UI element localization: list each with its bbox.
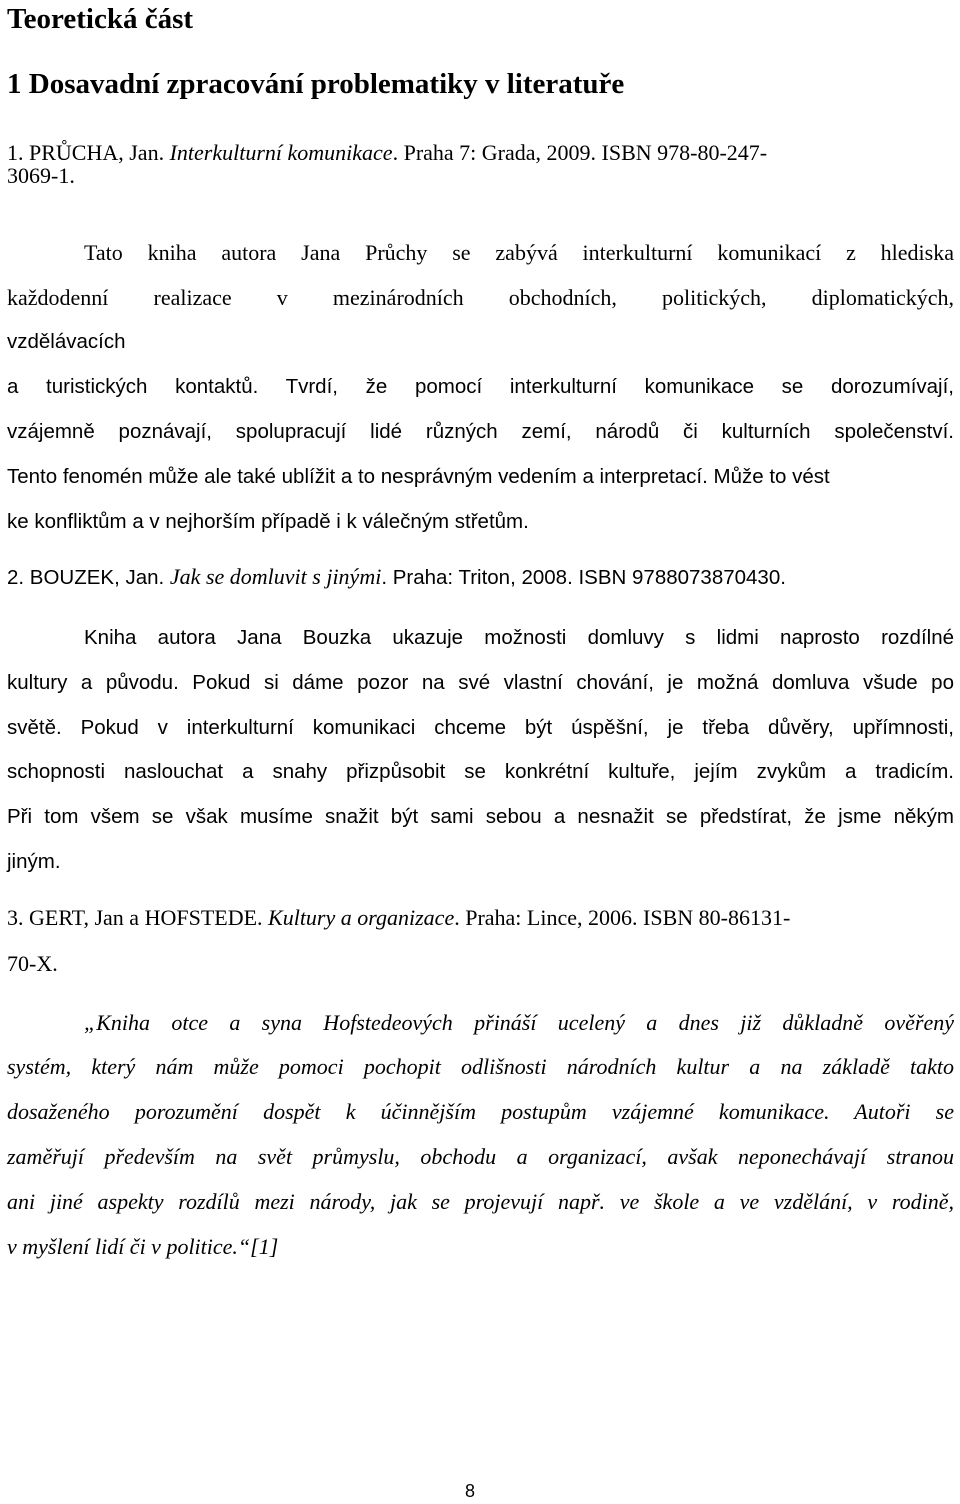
quote-3-line: v myšlení lidí či v politice.“[1] (7, 1234, 279, 1259)
reference-1-suffix: . Praha 7: Grada, 2009. ISBN 978-80-247- (392, 140, 768, 165)
annotation-2-line: kultury a původu. Pokud si dáme pozor na své vlastní chování, je možná domluva všude po (7, 671, 954, 694)
reference-1-prefix: 1. PRŮCHA, Jan. (7, 140, 170, 165)
section-title: Teoretická část (7, 3, 194, 35)
page-number: 8 (464, 1481, 475, 1501)
quote-3-line: dosaženého porozumění dospět k účinnějším postupům vzájemné komunikace. Autoři se (7, 1099, 954, 1124)
annotation-1-line: Tento fenomén může ale také ublížit a to nesprávným vedením a interpretací. Může to vést (7, 465, 830, 488)
quote-3-line: „Kniha otce a syna Hofstedeových přináší ucelený a dnes již důkladně ověřený (84, 1010, 954, 1035)
quote-3-line: zaměřují především na svět průmyslu, obchodu a organizací, avšak neponechávají stranou (7, 1144, 954, 1169)
reference-3-title: Kultury a organizace (268, 905, 455, 930)
quote-3-line: systém, který nám může pomoci pochopit odlišnosti národních kultur a na základě takto (7, 1054, 954, 1079)
annotation-1-line: vzájemně poznávají, spolupracují lidé různých zemí, národů či kulturních společenství. (7, 420, 954, 443)
reference-3-continuation: 70-X. (7, 951, 58, 976)
annotation-2-line: jiným. (7, 850, 61, 873)
reference-1-title: Interkulturní komunikace (169, 140, 393, 165)
annotation-1-line: ke konfliktům a v nejhorším případě i k válečným střetům. (7, 510, 529, 533)
reference-3-suffix: . Praha: Lince, 2006. ISBN 80-86131- (454, 905, 791, 930)
reference-2-title: Jak se domluvit s jinými (169, 564, 382, 589)
reference-2 (7, 564, 786, 591)
annotation-2-line: světě. Pokud v interkulturní komunikaci chceme být úspěšní, je třeba důvěry, upřímnosti, (7, 716, 954, 739)
reference-2-prefix: 2. BOUZEK, Jan. (7, 566, 170, 589)
chapter-title: 1 Dosavadní zpracování problematiky v literatuře (7, 68, 625, 100)
quote-3-line: ani jiné aspekty rozdílů mezi národy, jak se projevují např. ve škole a ve vzdělání, v rodině, (7, 1189, 954, 1214)
reference-3 (7, 905, 790, 931)
annotation-2-line: Při tom všem se však musíme snažit být sami sebou a nesnažit se předstírat, že jsme někým (7, 805, 954, 828)
annotation-1-line: Tato kniha autora Jana Průchy se zabývá interkulturní komunikací z hlediska (84, 240, 954, 265)
reference-1 (7, 140, 767, 166)
annotation-2-line: schopnosti naslouchat a snahy přizpůsobit se konkrétní kultuře, jejím zvykům a tradicím. (7, 760, 954, 783)
reference-3-prefix: 3. GERT, Jan a HOFSTEDE. (7, 905, 269, 930)
annotation-1-line: vzdělávacích (7, 330, 126, 353)
annotation-1-line: každodenní realizace v mezinárodních obchodních, politických, diplomatických, (7, 285, 954, 310)
annotation-1-line: a turistických kontaktů. Tvrdí, že pomocí interkulturní komunikace se dorozumívají, (7, 375, 954, 398)
annotation-2-line: Kniha autora Jana Bouzka ukazuje možnosti domluvy s lidmi naprosto rozdílné (84, 626, 954, 649)
reference-2-suffix: . Praha: Triton, 2008. ISBN 9788073870430. (381, 566, 786, 589)
reference-1-continuation: 3069-1. (7, 163, 75, 188)
